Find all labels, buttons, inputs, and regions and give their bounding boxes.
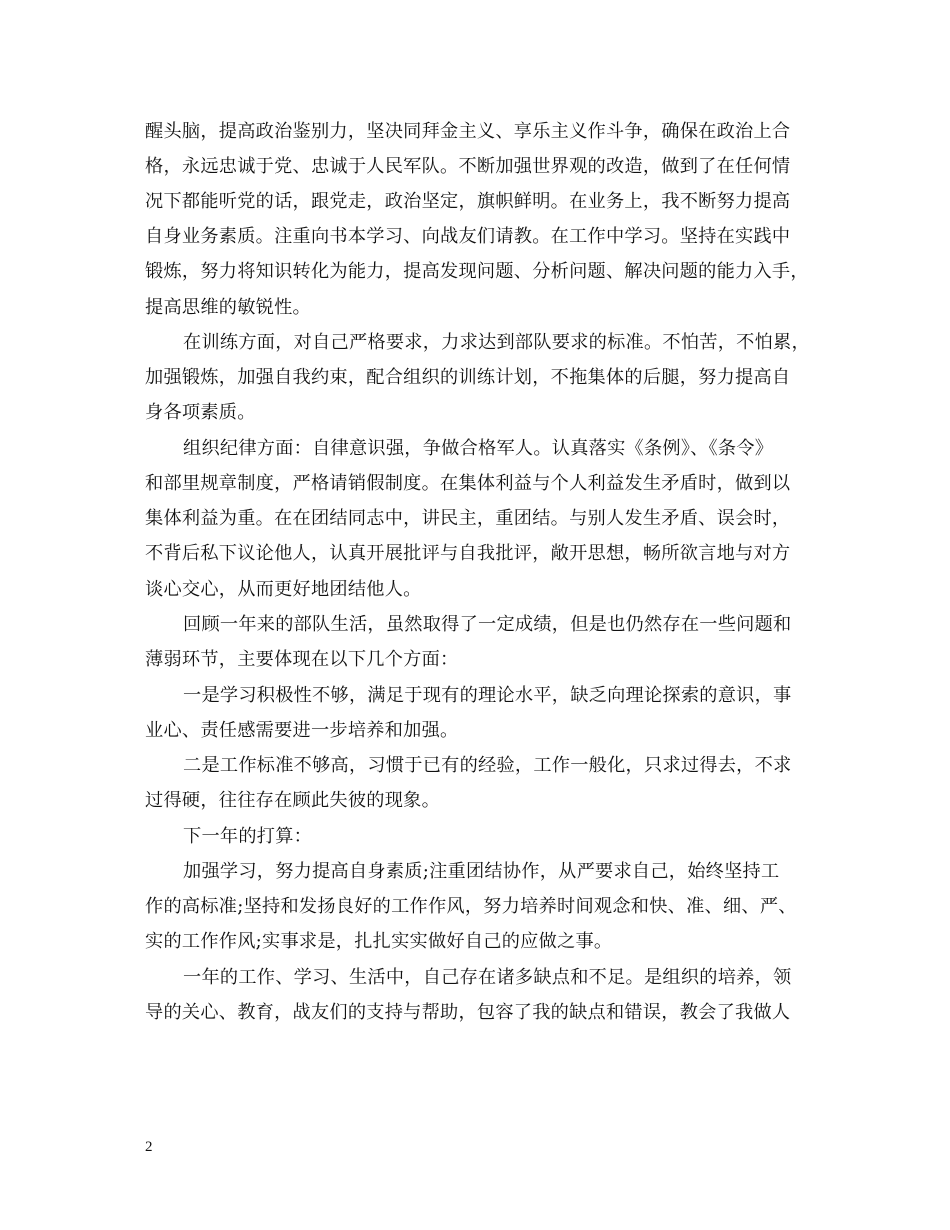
text-line: 和部里规章制度，严格请销假制度。在集体利益与个人利益发生矛盾时，做到以 <box>145 473 791 494</box>
text-line: 况下都能听党的话，跟党走，政治坚定，旗帜鲜明。在业务上，我不断努力提高 <box>145 191 791 212</box>
text-line: 提高思维的敏锐性。 <box>145 297 311 318</box>
text-line: 作的高标准;坚持和发扬良好的工作作风，努力培养时间观念和快、准、细、严、 <box>145 896 797 917</box>
page-number: 2 <box>145 1139 153 1155</box>
paragraph-first-line: 组织纪律方面：自律意识强，争做合格军人。认真落实《条例》、《条令》 <box>183 438 774 459</box>
paragraph-first-line: 回顾一年来的部队生活，虽然取得了一定成绩，但是也仍然存在一些问题和 <box>183 614 792 635</box>
text-line: 醒头脑，提高政治鉴别力，坚决同拜金主义、享乐主义作斗争，确保在政治上合 <box>145 121 791 142</box>
text-line: 实的工作作风;实事求是，扎扎实实做好自己的应做之事。 <box>145 931 613 952</box>
text-line: 导的关心、教育，战友们的支持与帮助，包容了我的缺点和错误，教会了我做人 <box>145 1002 791 1023</box>
paragraph-first-line: 一是学习积极性不够，满足于现有的理论水平，缺乏向理论探索的意识，事 <box>183 685 792 706</box>
text-line: 加强锻炼，加强自我约束，配合组织的训练计划，不拖集体的后腿，努力提高自 <box>145 367 791 388</box>
paragraph-first-line: 加强学习，努力提高自身素质;注重团结协作，从严要求自己，始终坚持工 <box>183 861 780 882</box>
text-line: 身各项素质。 <box>145 402 256 423</box>
paragraph-first-line: 在训练方面，对自己严格要求，力求达到部队要求的标准。不怕苦，不怕累， <box>183 332 810 353</box>
paragraph-first-line: 一年的工作、学习、生活中，自己存在诸多缺点和不足。是组织的培养，领 <box>183 967 792 988</box>
text-line: 过得硬，往往存在顾此失彼的现象。 <box>145 790 441 811</box>
section-heading-line: 下一年的打算： <box>183 826 313 847</box>
text-line: 薄弱环节，主要体现在以下几个方面： <box>145 649 459 670</box>
text-line: 格，永远忠诚于党、忠诚于人民军队。不断加强世界观的改造，做到了在任何情 <box>145 156 791 177</box>
text-line: 谈心交心，从而更好地团结他人。 <box>145 579 422 600</box>
text-line: 自身业务素质。注重向书本学习、向战友们请教。在工作中学习。坚持在实践中 <box>145 226 791 247</box>
paragraph-first-line: 二是工作标准不够高，习惯于已有的经验，工作一般化，只求过得去，不求 <box>183 755 792 776</box>
text-line: 业心、责任感需要进一步培养和加强。 <box>145 720 459 741</box>
text-line: 锻炼，努力将知识转化为能力，提高发现问题、分析问题、解决问题的能力入手， <box>145 261 809 282</box>
text-line: 不背后私下议论他人，认真开展批评与自我批评，敞开思想，畅所欲言地与对方 <box>145 543 791 564</box>
text-line: 集体利益为重。在在团结同志中，讲民主，重团结。与别人发生矛盾、误会时， <box>145 508 791 529</box>
